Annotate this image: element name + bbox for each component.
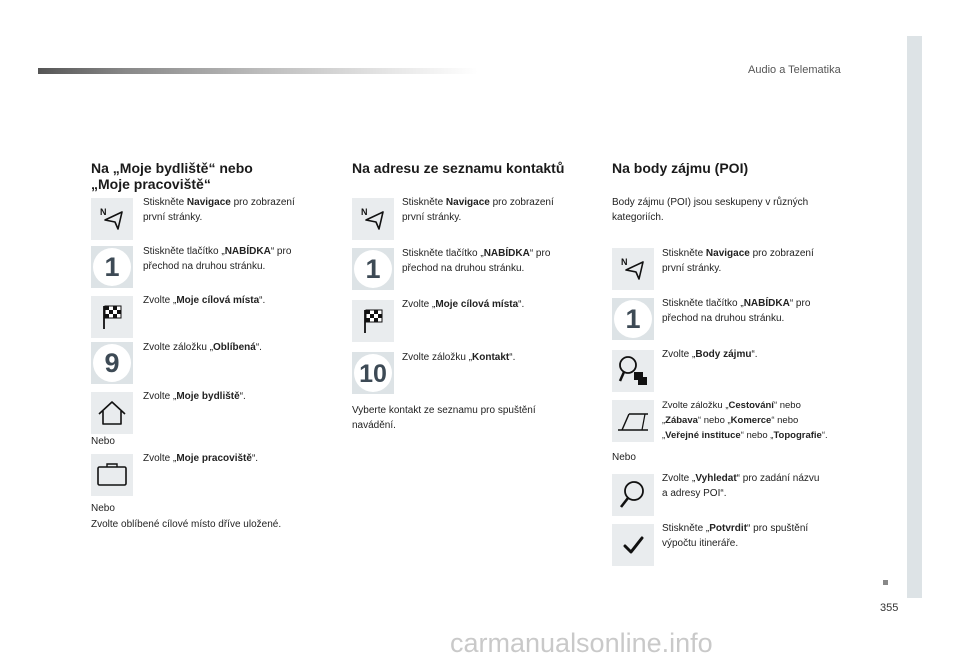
col2-footer: Vyberte kontakt ze seznamu pro spuštění navádění. (352, 405, 536, 431)
col2-step4-text: Zvolte záložku „Kontakt“. (402, 352, 516, 363)
svg-text:1: 1 (104, 252, 120, 282)
header-gradient-bar (38, 68, 478, 74)
step-number-10 (352, 352, 394, 394)
navigation-icon (352, 198, 394, 240)
svg-text:1: 1 (625, 304, 641, 334)
step-number-1 (612, 298, 654, 340)
col3-step1-text: Stiskněte Navigace pro zobrazení první stránky. (662, 248, 814, 274)
checkmark-icon (612, 524, 654, 566)
navigation-icon (612, 248, 654, 290)
road-icon (612, 400, 654, 442)
step-number-1 (91, 246, 133, 288)
col1-step6-text: Zvolte „Moje pracoviště“. (143, 453, 259, 464)
col3-intro: Body zájmu (POI) jsou seskupeny v různých kategoriích. (612, 197, 809, 223)
briefcase-icon (91, 454, 133, 496)
col2-step1-text: Stiskněte Navigace pro zobrazení první stránky. (402, 197, 554, 223)
svg-text:N: N (621, 257, 628, 267)
svg-text:N: N (100, 207, 107, 217)
col3-step3-text: Zvolte „Body zájmu“. (662, 349, 758, 360)
search-icon (612, 474, 654, 516)
col3-step5-text: Zvolte „Vyhledat“ pro zadání názvu a adresy POI“. (662, 473, 820, 499)
col1-step2-text: Stiskněte tlačítko „NABÍDKA“ pro přechod na druhou stránku. (143, 246, 292, 272)
section-title: Audio a Telematika (748, 64, 841, 76)
col1-step4-text: Zvolte záložku „Oblíbená“. (143, 342, 262, 353)
page-marker (883, 580, 888, 585)
col3-or: Nebo (612, 452, 636, 463)
poi-search-icon (612, 350, 654, 392)
svg-text:N: N (361, 207, 368, 217)
svg-text:10: 10 (359, 360, 387, 388)
watermark: carmanualsonline.info (450, 628, 713, 658)
home-icon (91, 392, 133, 434)
page-number: 355 (880, 602, 899, 614)
col1-step5-text: Zvolte „Moje bydliště“. (143, 391, 246, 402)
svg-text:9: 9 (104, 348, 120, 378)
col1-step3-text: Zvolte „Moje cílová místa“. (143, 295, 266, 306)
navigation-icon (91, 198, 133, 240)
flag-icon (352, 300, 394, 342)
col2-step2-text: Stiskněte tlačítko „NABÍDKA“ pro přechod na druhou stránku. (402, 248, 551, 274)
step-number-9 (91, 342, 133, 384)
page-sidebar-strip (907, 36, 922, 598)
col3-step6-text: Stiskněte „Potvrdit“ pro spuštění výpočtu itineráře. (662, 523, 809, 549)
col3-title: Na body zájmu (POI) (612, 160, 749, 176)
flag-icon (91, 296, 133, 338)
svg-text:1: 1 (365, 254, 381, 284)
col1-step1-text: Stiskněte Navigace pro zobrazení první stránky. (143, 197, 295, 223)
col2-title: Na adresu ze seznamu kontaktů (352, 160, 565, 176)
col1-or-2: Nebo (91, 503, 115, 514)
step-number-1 (352, 248, 394, 290)
col3-step2-text: Stiskněte tlačítko „NABÍDKA“ pro přechod na druhou stránku. (662, 298, 811, 324)
col2-step3-text: Zvolte „Moje cílová místa“. (402, 299, 525, 310)
col3-step4-text: Zvolte záložku „Cestování“ nebo „Zábava“ nebo „Komerce“ nebo „Veřejné instituce“ nebo „Topografie“. (662, 400, 828, 441)
col1-title: Na „Moje bydliště“ nebo „Moje pracoviště“ (91, 160, 253, 192)
col1-footer: Zvolte oblíbené cílové místo dříve uložené. (91, 519, 282, 530)
col1-or-1: Nebo (91, 436, 115, 447)
